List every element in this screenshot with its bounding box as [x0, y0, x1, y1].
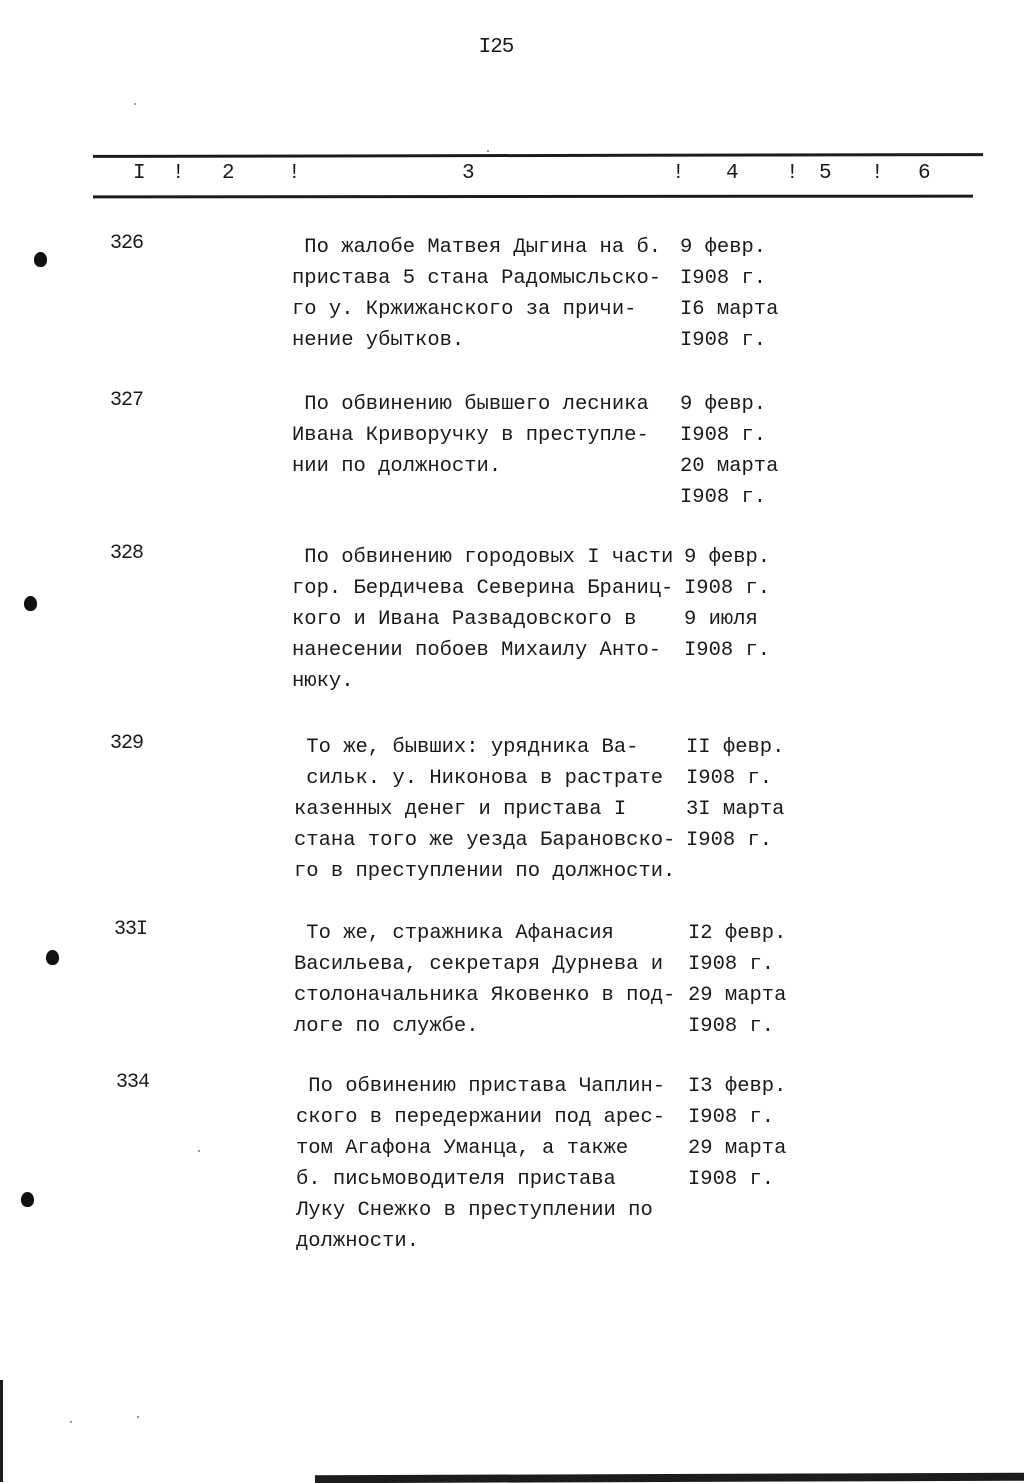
date-start-day: I3 февр. [688, 1075, 787, 1098]
date-start-year: I908 г. [688, 1106, 775, 1129]
entry-dates [688, 918, 786, 1042]
date-start-day: 9 февр. [680, 393, 767, 416]
entry-number: 33I [114, 918, 148, 941]
scan-speck [198, 1150, 200, 1152]
description-line: гор. Бердичева Северина Браниц- [292, 577, 674, 600]
entry-number: 328 [110, 542, 144, 565]
binding-hole-mark-icon [34, 252, 47, 267]
entry-number: 329 [110, 732, 144, 755]
description-line: стана того же уезда Барановско- [294, 829, 676, 852]
entry-description [292, 232, 661, 356]
binding-hole-mark-icon [21, 1192, 34, 1207]
scan-edge-bottom [315, 1473, 1024, 1483]
description-line: го у. Кржижанского за причи- [292, 298, 637, 321]
scan-speck [70, 1421, 72, 1423]
scan-speck [487, 150, 489, 152]
entry-description [294, 918, 675, 1042]
description-line: нение убытков. [292, 329, 465, 352]
entry-dates [684, 542, 770, 666]
description-line: Васильева, секретаря Дурнева и [294, 953, 664, 976]
description-line: должности. [296, 1230, 420, 1253]
description-line: Луку Снежко в преступлении по [296, 1199, 653, 1222]
description-line: б. письмоводителя пристава [296, 1168, 616, 1191]
date-end-day: 29 марта [688, 984, 787, 1007]
entry-description [292, 542, 673, 697]
date-start-day: 9 февр. [680, 236, 767, 259]
description-line: По обвинению бывшего лесника [292, 393, 649, 416]
date-start-year: I908 г. [686, 767, 773, 790]
date-end-day: I6 марта [680, 298, 779, 321]
entry-description [294, 732, 675, 887]
date-end-year: I908 г. [686, 829, 773, 852]
entry-dates [680, 389, 778, 513]
date-start-year: I908 г. [684, 577, 771, 600]
date-end-day: 3I марта [686, 798, 785, 821]
entry-dates [688, 1071, 786, 1195]
column-separator: ! [871, 162, 884, 185]
date-end-day: 29 марта [688, 1137, 787, 1160]
column-separator: ! [786, 162, 799, 185]
description-line: го в преступлении по должности. [294, 860, 676, 883]
date-end-year: I908 г. [688, 1168, 775, 1191]
description-line: нюку. [292, 670, 354, 693]
date-end-day: 9 июля [684, 608, 758, 631]
description-line: сильк. у. Никонова в растрате [294, 767, 664, 790]
description-line: нанесении побоев Михаилу Анто- [292, 639, 662, 662]
date-end-year: I908 г. [688, 1015, 775, 1038]
description-line: столоначальника Яковенко в под- [294, 984, 676, 1007]
description-line: По обвинению городовых I части [292, 546, 674, 569]
date-end-day: 20 марта [680, 455, 779, 478]
description-line: ского в передержании под арес- [296, 1106, 666, 1129]
column-separator: ! [288, 162, 301, 185]
date-end-year: I908 г. [680, 486, 767, 509]
description-line: То же, стражника Афанасия [294, 922, 614, 945]
binding-hole-mark-icon [24, 596, 37, 611]
description-line: То же, бывших: урядника Ва- [294, 736, 639, 759]
entry-description [296, 1071, 665, 1257]
column-header-5: 5 [819, 162, 832, 185]
description-line: том Агафона Уманца, а также [296, 1137, 629, 1160]
table-header-rule [93, 195, 973, 199]
entry-dates [686, 732, 784, 856]
description-line: пристава 5 стана Радомысльско- [292, 267, 662, 290]
binding-hole-mark-icon [46, 950, 59, 965]
column-header-4: 4 [726, 162, 739, 185]
description-line: Ивана Криворучку в преступле- [292, 424, 649, 447]
entry-number: 334 [116, 1071, 150, 1094]
description-line: нии по должности. [292, 455, 502, 478]
page-number: I25 [478, 36, 514, 59]
scan-edge-left [0, 1380, 3, 1482]
date-start-year: I908 г. [680, 267, 767, 290]
column-separator: ! [172, 162, 185, 185]
description-line: По обвинению пристава Чаплин- [296, 1075, 666, 1098]
date-start-day: II февр. [686, 736, 785, 759]
column-separator: ! [672, 162, 685, 185]
date-end-year: I908 г. [680, 329, 767, 352]
column-header-1: I [133, 162, 146, 185]
entry-number: 327 [110, 389, 144, 412]
date-start-year: I908 г. [680, 424, 767, 447]
column-header-3: 3 [462, 162, 475, 185]
description-line: кого и Ивана Развадовского в [292, 608, 637, 631]
date-end-year: I908 г. [684, 639, 771, 662]
description-line: логе по службе. [294, 1015, 479, 1038]
column-header-6: 6 [918, 162, 931, 185]
description-line: казенных денег и пристава I [294, 798, 627, 821]
table-top-rule [93, 153, 983, 158]
scan-speck [134, 103, 136, 105]
date-start-year: I908 г. [688, 953, 775, 976]
scan-speck [137, 1416, 139, 1418]
entry-dates [680, 232, 778, 356]
entry-number: 326 [110, 232, 144, 255]
date-start-day: 9 февр. [684, 546, 771, 569]
entry-description [292, 389, 649, 482]
description-line: По жалобе Матвея Дыгина на б. [292, 236, 662, 259]
date-start-day: I2 февр. [688, 922, 787, 945]
column-header-2: 2 [222, 162, 235, 185]
